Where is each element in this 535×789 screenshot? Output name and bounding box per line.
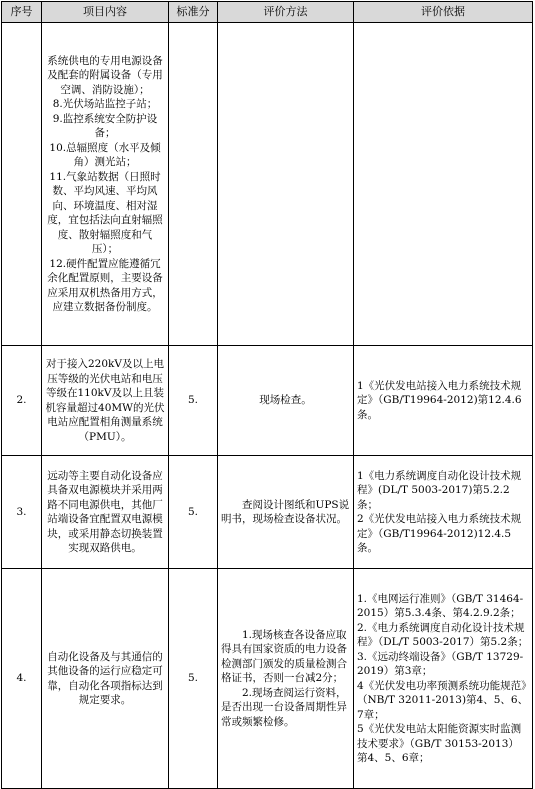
method-line: 查阅设计图纸和UPS说明书，现场检查设备状况。 (221, 498, 350, 525)
basis-line: 4《光伏发电功率预测系统功能规范》（NB/T 32011-2013)第4、5、6、7章； (357, 679, 529, 721)
table-row (2, 456, 533, 569)
item-line: 对于接入220kV及以上电压等级的光伏电站和电压等级在110kV及以上且装机容量超过40MW的光伏电站应配置相角测量系统（PMU）。 (45, 358, 165, 443)
row-basis-cell (354, 346, 533, 456)
item-line: 10.总辐照度（水平及倾角）测光站； (49, 141, 161, 168)
row-basis-cell (354, 23, 533, 346)
method-line: 2.现场查阅运行资料，是否出现一台设备周期性异常或频繁检修。 (221, 686, 347, 728)
row-method-cell (218, 23, 354, 346)
basis-line: 5《光伏发电站太阳能资源实时监测技术要求》（GB/T 30153-2013）第4、5、6章； (357, 723, 522, 764)
header-idx: 序号 (2, 2, 42, 23)
item-line: 9.监控系统安全防护设备； (52, 112, 158, 139)
row-idx-cell: 4. (2, 569, 42, 789)
row-score-cell: 5. (169, 569, 218, 789)
row-method-cell (218, 456, 354, 569)
row-method-cell (218, 346, 354, 456)
row-item-cell (42, 23, 169, 346)
row-item-cell (42, 569, 169, 789)
row-score-cell (169, 23, 218, 346)
item-line: 8.光伏场站监控子站； (52, 98, 158, 110)
basis-line: 1.《电网运行准则》（GB/T 31464-2015）第5.3.4条、第4.2.9.2条； (357, 592, 524, 619)
header-item: 项目内容 (42, 2, 169, 23)
row-method-cell (218, 569, 354, 789)
basis-line: 2《光伏发电站接入电力系统技术规定》（GB/T19964-2012)12.4.5条。 (357, 513, 522, 554)
basis-line: 1《电力系统调度自动化设计技术规程》(DL/T 5003-2017)第5.2.2条； (357, 469, 522, 511)
row-item-cell (42, 456, 169, 569)
row-idx-cell: 2. (2, 346, 42, 456)
row-idx-cell (2, 23, 42, 346)
table-row (2, 23, 533, 346)
item-line: 自动化设备及与其通信的其他设备的运行应稳定可靠，自动化各项指标达到规定要求。 (47, 650, 163, 706)
header-row (2, 2, 533, 23)
header-method: 评价方法 (218, 2, 354, 23)
item-line: 系统供电的专用电源设备及配套的附属设备（专用空调、消防设施）； (47, 54, 163, 96)
basis-line: 1《光伏发电站接入电力系统技术规定》（GB/T19964-2012)第12.4.6条。 (357, 379, 522, 421)
row-basis-cell (354, 569, 533, 789)
row-basis-cell (354, 456, 533, 569)
item-line: 11.气象站数据（日照时数、平均风速、平均风向、环境温度、相对湿度，宜包括法向直射辐照度、散射辐照度和气压）； (47, 170, 163, 255)
row-score-cell: 5. (169, 456, 218, 569)
item-line: 远动等主要自动化设备应具备双电源模块并采用两路不同电源供电，其他厂站端设备宜配置双电源模块，或采用静态切换装置实现双路供电。 (47, 469, 163, 554)
header-score: 标准分 (169, 2, 218, 23)
method-line: 现场检查。 (259, 394, 312, 407)
row-item-cell (42, 346, 169, 456)
basis-line: 2.《电力系统调度自动化设计技术规程》（DL/T 5003-2017）第5.2条； (357, 621, 529, 648)
basis-line: 3.《远动终端设备》（GB/T 13729-2019）第3章； (357, 650, 524, 677)
row-idx-cell: 3. (2, 456, 42, 569)
row-score-cell: 5. (169, 346, 218, 456)
header-basis: 评价依据 (354, 2, 533, 23)
item-line: 12.硬件配置应能遵循冗余化配置原则，主要设备应采用双机热备用方式，应建立数据备份制度。 (47, 257, 163, 313)
table-row (2, 569, 533, 789)
evaluation-table (1, 1, 533, 789)
table-row (2, 346, 533, 456)
method-line: 1.现场核查各设备应取得具有国家资质的电力设备检测部门颁发的质量检测合格证书，否则一台减2分； (221, 628, 347, 685)
